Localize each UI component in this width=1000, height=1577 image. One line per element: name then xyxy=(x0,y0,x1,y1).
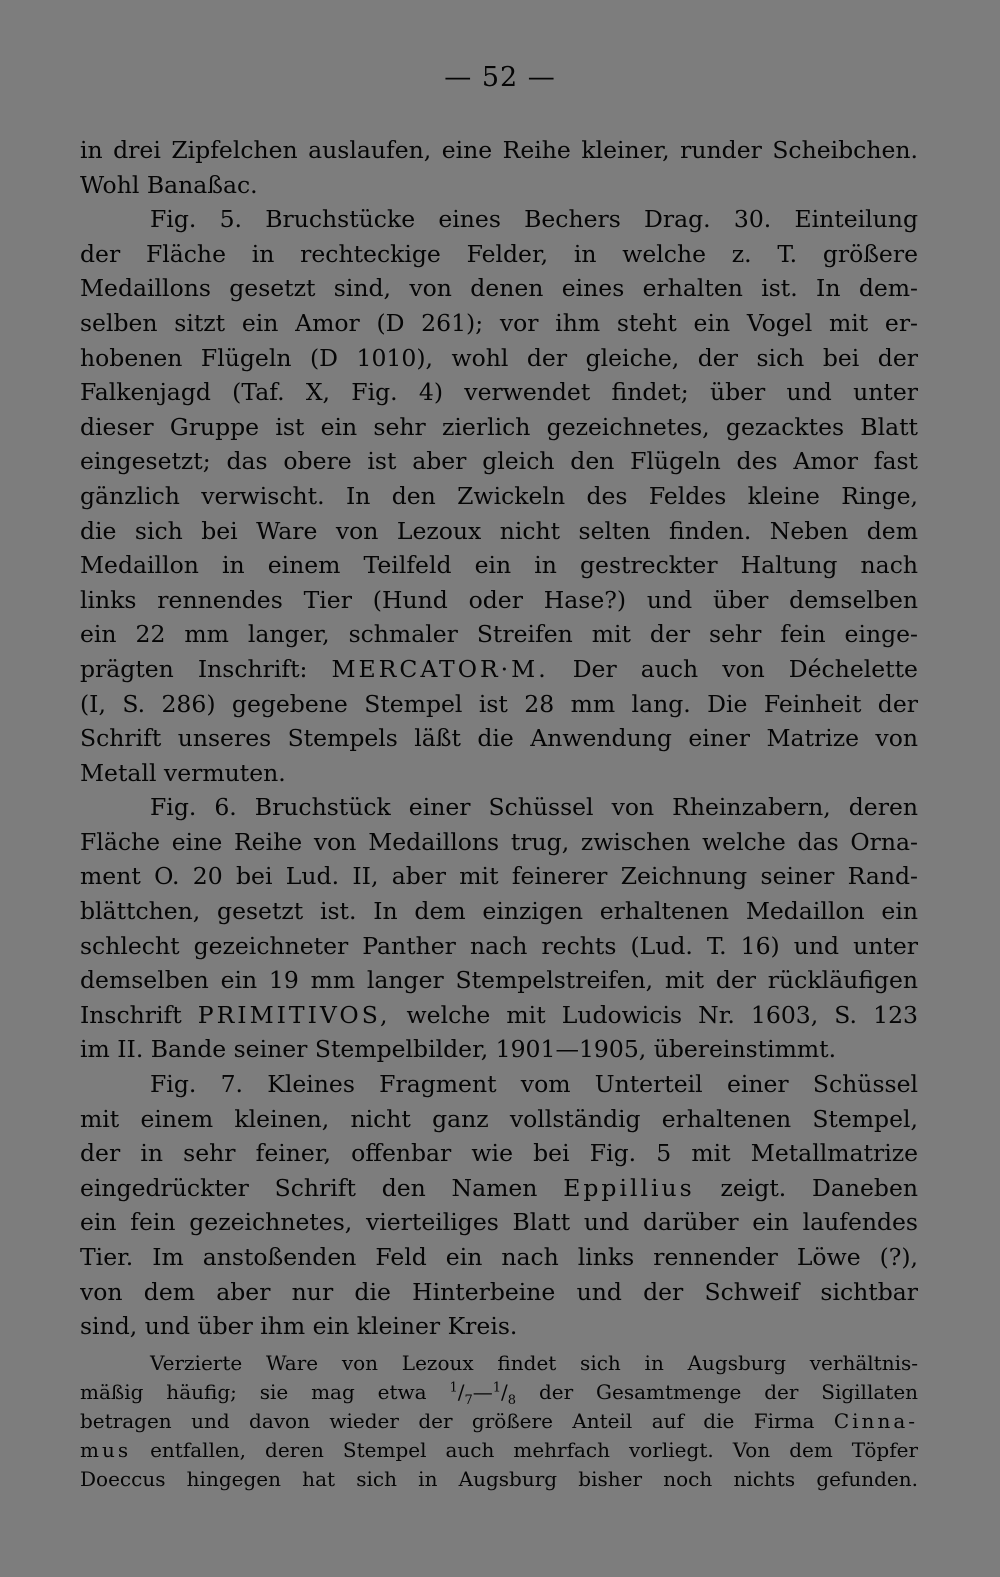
text-line: Metall vermuten. xyxy=(80,758,286,787)
text-line: Medaillon in einem Teilfeld ein in gestreckter Haltung nach xyxy=(80,551,918,580)
text-span: Der auch von Déchelette xyxy=(572,654,918,683)
text-span: zeigt. Daneben xyxy=(720,1173,918,1202)
dash: — xyxy=(472,1380,493,1404)
text-line: Fig. 6. Bruchstück einer Schüssel von Rheinzabern, deren xyxy=(150,793,918,822)
text-span: eingedrückter Schrift den Namen xyxy=(80,1173,538,1202)
text-line xyxy=(80,998,918,1033)
text-line xyxy=(80,1171,918,1206)
text-line: Medaillons gesetzt sind, von denen eines erhalten ist. In dem- xyxy=(80,274,918,303)
text-line: Verzierte Ware von Lezoux findet sich in Augsburg verhältnis- xyxy=(150,1351,918,1375)
text-span: entfallen, deren Stempel auch mehrfach vorliegt. Von dem Töpfer xyxy=(150,1438,918,1462)
potter-name: Eppillius xyxy=(563,1173,695,1202)
text-line xyxy=(80,1436,918,1465)
fraction-denominator: 8 xyxy=(507,1393,517,1407)
text-line: links rennendes Tier (Hund oder Hase?) und über demselben xyxy=(80,585,918,614)
text-line: die sich bei Ware von Lezoux nicht selten finden. Neben dem xyxy=(80,516,918,545)
page-number: — 52 — xyxy=(444,62,556,93)
text-span: der Gesamtmenge der Sigillaten xyxy=(538,1380,918,1404)
fraction-slash: / xyxy=(501,1380,508,1404)
fraction-numerator: 1 xyxy=(449,1380,458,1396)
text-line xyxy=(80,1407,918,1436)
text-line: ment O. 20 bei Lud. II, aber mit feinerer Zeichnung seiner Rand- xyxy=(80,862,918,891)
text-line: der Fläche in rechteckige Felder, in welche z. T. größere xyxy=(80,239,918,268)
text-line: gänzlich verwischt. In den Zwickeln des Feldes kleine Ringe, xyxy=(80,481,918,510)
text-line: ein 22 mm langer, schmaler Streifen mit der sehr fein einge- xyxy=(80,620,918,649)
text-span: mäßig häufig; sie mag etwa xyxy=(80,1380,427,1404)
text-line: schlecht gezeichneter Panther nach rechts (Lud. T. 16) und unter xyxy=(80,931,918,960)
text-line: Fig. 5. Bruchstücke eines Bechers Drag. 30. Einteilung xyxy=(150,205,918,234)
fraction-numerator: 1 xyxy=(492,1380,502,1396)
text-span: Inschrift xyxy=(80,1000,182,1029)
text-line: Fläche eine Reihe von Medaillons trug, zwischen welche das Orna- xyxy=(80,827,918,856)
fraction-slash: / xyxy=(457,1380,465,1404)
potter-name: Cinna- xyxy=(833,1409,918,1433)
text-line: im II. Bande seiner Stempelbilder, 1901—1905, übereinstimmt. xyxy=(80,1035,837,1064)
text-line: Fig. 7. Kleines Fragment vom Unterteil einer Schüssel xyxy=(150,1070,918,1099)
text-span: welche mit Ludowicis Nr. 1603, S. 123 xyxy=(406,1000,918,1029)
text-line: Wohl Banaßac. xyxy=(80,170,258,199)
text-line: von dem aber nur die Hinterbeine und der Schweif sichtbar xyxy=(80,1277,918,1306)
text-span: prägten Inschrift: xyxy=(80,654,308,683)
text-line: Falkenjagd (Taf. X, Fig. 4) verwendet findet; über und unter xyxy=(80,378,918,407)
text-line: der in sehr feiner, offenbar wie bei Fig. 5 mit Metallmatrize xyxy=(80,1139,918,1168)
text-line: ein fein gezeichnetes, vierteiliges Blatt und darüber ein laufendes xyxy=(80,1208,918,1237)
text-line: in drei Zipfelchen auslaufen, eine Reihe kleiner, runder Scheibchen. xyxy=(80,136,918,164)
text-line: dieser Gruppe ist ein sehr zierlich gezeichnetes, gezacktes Blatt xyxy=(80,412,918,441)
text-line xyxy=(80,652,918,687)
text-line: Schrift unseres Stempels läßt die Anwendung einer Matrize von xyxy=(80,724,918,753)
text-line: blättchen, gesetzt ist. In dem einzigen erhaltenen Medaillon ein xyxy=(80,897,918,926)
footnote-text xyxy=(80,1349,918,1494)
text-line: mit einem kleinen, nicht ganz vollständig erhaltenen Stempel, xyxy=(80,1104,918,1133)
stamp-inscription: MERCATOR·M. xyxy=(331,654,549,683)
text-line: Tier. Im anstoßenden Feld ein nach links rennender Löwe (?), xyxy=(80,1243,918,1271)
text-line: sind, und über ihm ein kleiner Kreis. xyxy=(80,1312,518,1341)
text-line: selben sitzt ein Amor (D 261); vor ihm steht ein Vogel mit er- xyxy=(80,308,918,337)
text-line: eingesetzt; das obere ist aber gleich den Flügeln des Amor fast xyxy=(80,447,918,476)
text-line: Doeccus hingegen hat sich in Augsburg bisher noch nichts gefunden. xyxy=(80,1467,918,1491)
text-span: betragen und davon wieder der größere Anteil auf die Firma xyxy=(80,1409,815,1433)
text-line: demselben ein 19 mm langer Stempelstreifen, mit der rückläufigen xyxy=(80,966,918,995)
main-text xyxy=(80,133,918,1344)
text-line: (I, S. 286) gegebene Stempel ist 28 mm lang. Die Feinheit der xyxy=(80,689,918,718)
potter-name: mus xyxy=(80,1438,132,1462)
text-line: hobenen Flügeln (D 1010), wohl der gleiche, der sich bei der xyxy=(80,343,918,372)
fraction-denominator: 7 xyxy=(464,1393,473,1407)
text-line xyxy=(80,1378,918,1407)
stamp-inscription: PRIMITIVOS, xyxy=(197,1000,391,1029)
